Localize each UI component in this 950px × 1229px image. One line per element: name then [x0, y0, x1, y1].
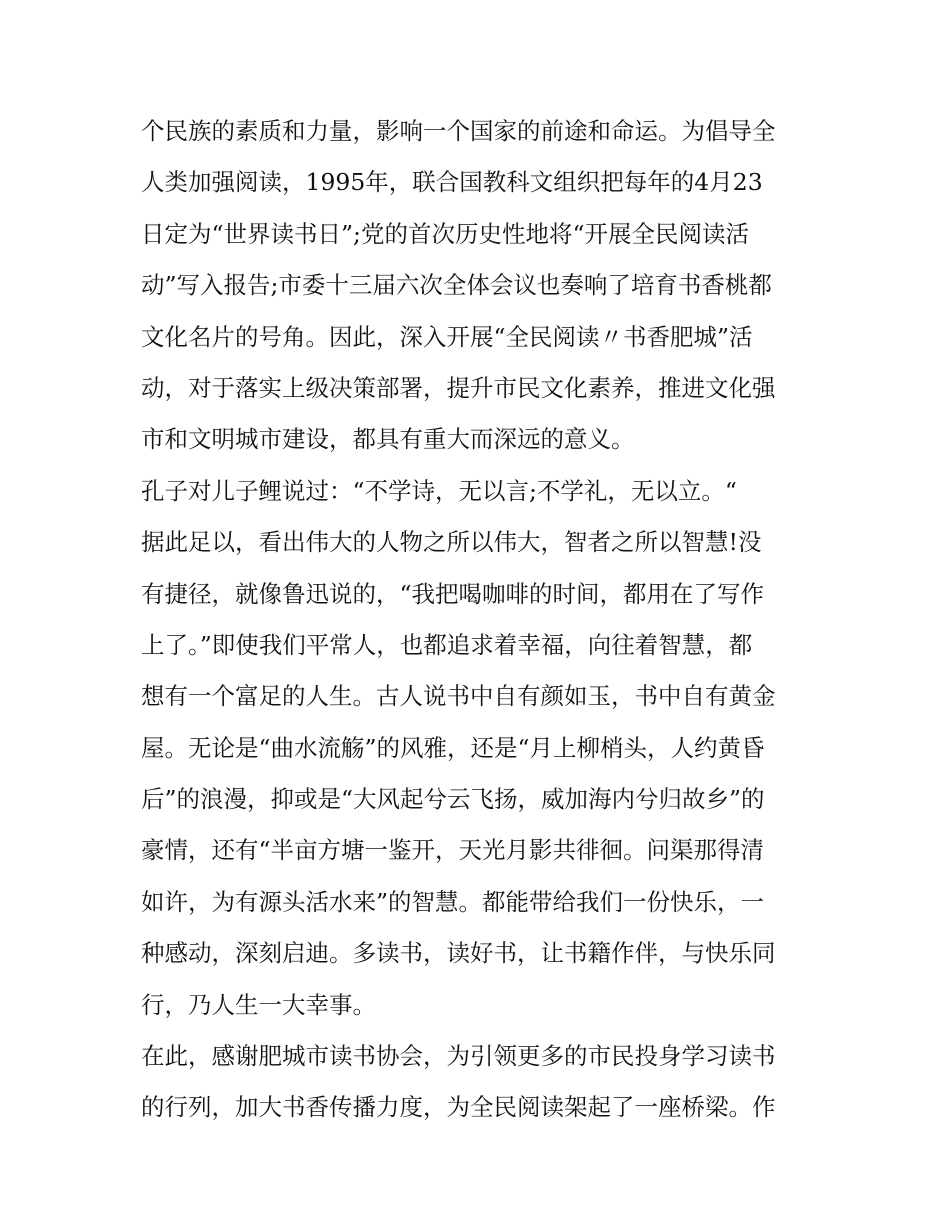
text-line: 个民族的素质和力量，影响一个国家的前途和命运。为倡导全 [141, 117, 776, 145]
text-line: 市和文明城市建设，都具有重大而深远的意义。 [141, 425, 635, 454]
text-line: 豪情，还有“半亩方塘一鉴开，天光月影共徘徊。问渠那得清 [141, 836, 765, 865]
text-line: 如许，为有源头活水来”的智慧。都能带给我们一份快乐，一 [141, 887, 765, 916]
text-line: 屋。无论是“曲水流觞”的风雅，还是“月上柳梢头，人约黄昏 [141, 733, 765, 762]
text-line: 想有一个富足的人生。古人说书中自有颜如玉，书中自有黄金 [141, 682, 776, 711]
body-text [141, 106, 821, 1134]
text-line: 动，对于落实上级决策部署，提升市民文化素养，推进文化强 [141, 373, 776, 402]
text-line: 后”的浪漫，抑或是“大风起兮云飞扬，威加海内兮归故乡”的 [141, 785, 765, 814]
text-line: 动”写入报告;市委十三届六次全体会议也奏响了培育书香桃都 [141, 271, 772, 300]
text-line: 人类加强阅读，1995年，联合国教科文组织把每年的4月23 [141, 168, 763, 197]
text-line: 有捷径，就像鲁迅说的，“我把喝咖啡的时间，都用在了写作 [141, 579, 765, 608]
text-line: 行，乃人生一大幸事。 [141, 990, 376, 1019]
text-line: 文化名片的号角。因此，深入开展“全民阅读〃书香肥城”活 [141, 322, 753, 351]
text-line: 在此，感谢肥城市读书协会，为引领更多的市民投身学习读书 [141, 1042, 776, 1071]
text-line: 日定为“世界读书日”;党的首次历史性地将“开展全民阅读活 [141, 219, 749, 248]
text-line: 孔子对儿子鲤说过：“不学诗，无以言;不学礼，无以立。“ [141, 476, 737, 505]
text-line: 种感动，深刻启迪。多读书，读好书，让书籍作伴，与快乐同 [141, 939, 776, 968]
text-line: 的行列，加大书香传播力度，为全民阅读架起了一座桥梁。作 [141, 1093, 776, 1122]
text-line: 上了。”即使我们平常人，也都追求着幸福，向往着智慧，都 [141, 630, 753, 659]
text-line: 据此足以，看出伟大的人物之所以伟大，智者之所以智慧!没 [141, 528, 762, 557]
